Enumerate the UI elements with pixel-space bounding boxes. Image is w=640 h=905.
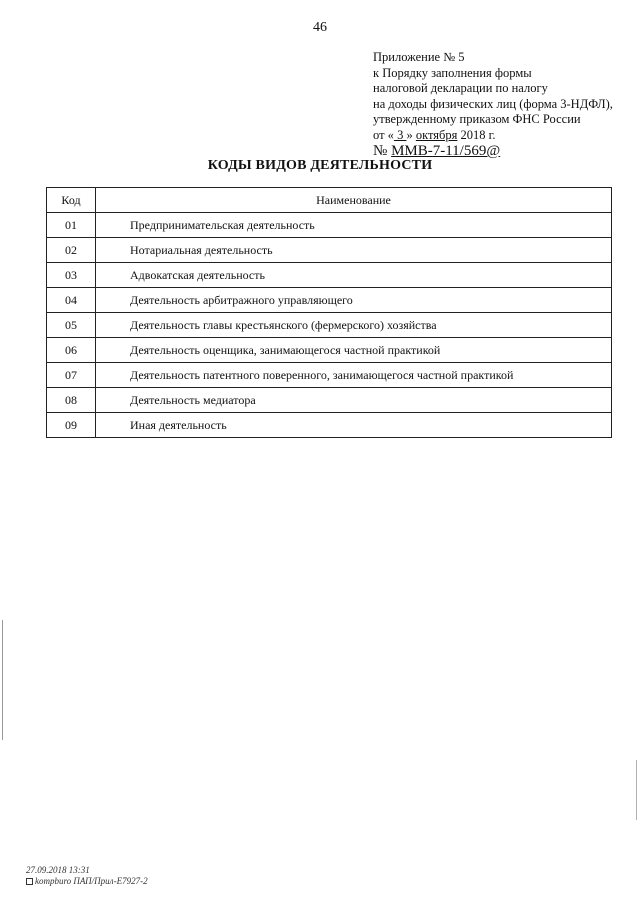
- date-mid: »: [406, 127, 416, 142]
- appendix-date: [373, 128, 633, 144]
- row-code: 02: [47, 238, 96, 263]
- table-row: [47, 338, 612, 363]
- footer-stamp: [26, 865, 148, 887]
- order-prefix: №: [373, 143, 392, 159]
- table-row: [47, 263, 612, 288]
- activity-codes-table: [46, 187, 612, 438]
- order-number: ММВ-7-11/569@: [391, 143, 501, 159]
- footer-file-ref: [26, 876, 148, 887]
- row-name: Предпринимательская деятельность: [96, 213, 612, 238]
- table-row: [47, 313, 612, 338]
- row-code: 08: [47, 388, 96, 413]
- date-suffix: 2018 г.: [457, 127, 496, 142]
- scan-edge-mark: [2, 620, 3, 740]
- footer-file-name: kompburo ПАП/Прил-Е7927-2: [35, 876, 148, 886]
- scan-edge-mark: [636, 760, 637, 820]
- header-code: Код: [47, 188, 96, 213]
- row-name: Нотариальная деятельность: [96, 238, 612, 263]
- table-row: [47, 288, 612, 313]
- row-code: 03: [47, 263, 96, 288]
- row-name: Деятельность медиатора: [96, 388, 612, 413]
- stamp-icon: [26, 878, 33, 885]
- page-number: 46: [313, 20, 327, 35]
- header-name: Наименование: [96, 188, 612, 213]
- row-name: Деятельность арбитражного управляющего: [96, 288, 612, 313]
- row-name: Деятельность патентного поверенного, занимающегося частной практикой: [96, 363, 612, 388]
- row-name: Адвокатская деятельность: [96, 263, 612, 288]
- row-code: 09: [47, 413, 96, 438]
- row-code: 05: [47, 313, 96, 338]
- table-row: [47, 413, 612, 438]
- row-name: Деятельность оценщика, занимающегося частной практикой: [96, 338, 612, 363]
- table-row: [47, 363, 612, 388]
- appendix-line: Приложение № 5: [373, 50, 465, 64]
- date-prefix: от «: [373, 127, 394, 142]
- table-row: [47, 388, 612, 413]
- row-code: 01: [47, 213, 96, 238]
- appendix-header: [373, 50, 633, 160]
- date-month: октября: [415, 127, 458, 142]
- table-row: [47, 213, 612, 238]
- document-title: КОДЫ ВИДОВ ДЕЯТЕЛЬНОСТИ: [207, 158, 433, 173]
- table-row: [47, 238, 612, 263]
- row-name: Иная деятельность: [96, 413, 612, 438]
- row-code: 04: [47, 288, 96, 313]
- appendix-line: налоговой декларации по налогу: [373, 81, 548, 95]
- row-code: 07: [47, 363, 96, 388]
- date-day: 3: [393, 127, 407, 142]
- appendix-line: на доходы физических лиц (форма 3-НДФЛ),: [373, 96, 613, 111]
- row-code: 06: [47, 338, 96, 363]
- table-header-row: [47, 188, 612, 213]
- appendix-line: к Порядку заполнения формы: [373, 65, 532, 80]
- row-name: Деятельность главы крестьянского (фермерского) хозяйства: [96, 313, 612, 338]
- appendix-line: утвержденному приказом ФНС России: [373, 112, 581, 126]
- footer-timestamp: 27.09.2018 13:31: [26, 865, 90, 875]
